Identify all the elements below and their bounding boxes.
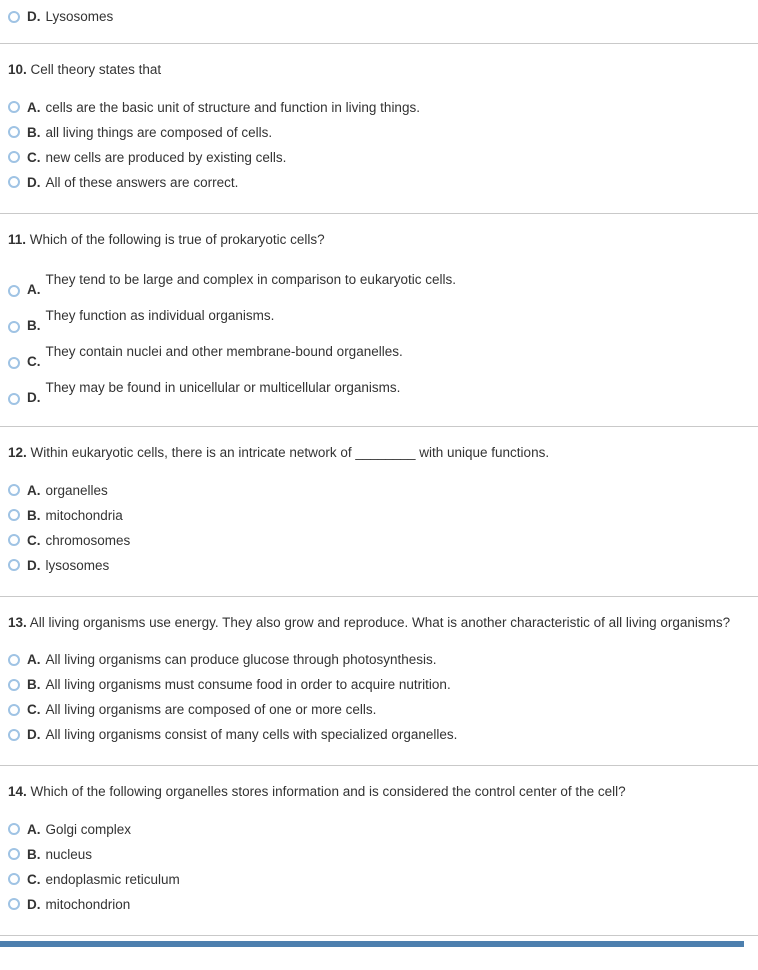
answer-option[interactable] bbox=[8, 120, 742, 145]
radio-button[interactable] bbox=[8, 823, 20, 835]
question-text: 14. Which of the following organelles stores information and is considered the control center of the cell? bbox=[8, 784, 626, 800]
answer-option[interactable] bbox=[8, 697, 742, 722]
question-10 bbox=[0, 44, 758, 213]
option-letter: C. bbox=[27, 354, 41, 370]
answer-option[interactable] bbox=[8, 264, 742, 300]
answer-option[interactable] bbox=[8, 170, 742, 195]
answer-option[interactable] bbox=[8, 553, 742, 578]
option-letter: C. bbox=[27, 149, 41, 165]
option-letter: A. bbox=[27, 99, 41, 115]
answer-option[interactable] bbox=[8, 817, 742, 842]
option-text: endoplasmic reticulum bbox=[45, 871, 180, 887]
option-text: all living things are composed of cells. bbox=[45, 124, 273, 140]
answer-option[interactable] bbox=[8, 528, 742, 553]
bottom-bar bbox=[0, 941, 744, 947]
option-letter: A. bbox=[27, 282, 41, 298]
radio-button[interactable] bbox=[8, 126, 20, 138]
radio-button[interactable] bbox=[8, 654, 20, 666]
option-text: Lysosomes bbox=[45, 9, 114, 24]
answer-option[interactable] bbox=[8, 336, 742, 372]
option-letter: A. bbox=[27, 821, 41, 837]
option-letter: B. bbox=[27, 677, 41, 693]
option-text: chromosomes bbox=[45, 532, 131, 548]
options-list bbox=[8, 647, 742, 747]
option-text: new cells are produced by existing cells. bbox=[45, 149, 287, 165]
option-letter: D. bbox=[27, 557, 41, 573]
option-letter: B. bbox=[27, 507, 41, 523]
option-letter: D. bbox=[27, 9, 41, 24]
answer-option[interactable] bbox=[8, 672, 742, 697]
option-text: All of these answers are correct. bbox=[45, 174, 239, 190]
radio-button[interactable] bbox=[8, 559, 20, 571]
radio-button[interactable] bbox=[8, 679, 20, 691]
radio-button[interactable] bbox=[8, 729, 20, 741]
radio-button[interactable] bbox=[8, 285, 20, 297]
answer-option[interactable] bbox=[8, 842, 742, 867]
option-text: All living organisms must consume food in order to acquire nutrition. bbox=[45, 677, 451, 693]
option-text: They may be found in unicellular or multicellular organisms. bbox=[45, 380, 401, 396]
answer-option[interactable] bbox=[8, 503, 742, 528]
radio-button[interactable] bbox=[8, 11, 20, 23]
option-text: lysosomes bbox=[45, 557, 110, 573]
radio-button[interactable] bbox=[8, 101, 20, 113]
option-letter: B. bbox=[27, 124, 41, 140]
radio-button[interactable] bbox=[8, 898, 20, 910]
option-letter: C. bbox=[27, 871, 41, 887]
question-text: 13. All living organisms use energy. They also grow and reproduce. What is another characteristic of all living organisms? bbox=[8, 614, 731, 630]
radio-button[interactable] bbox=[8, 704, 20, 716]
option-text: All living organisms can produce glucose through photosynthesis. bbox=[45, 652, 437, 668]
question-14 bbox=[0, 766, 758, 935]
option-text: Golgi complex bbox=[45, 821, 132, 837]
answer-option[interactable] bbox=[8, 4, 750, 29]
radio-button[interactable] bbox=[8, 509, 20, 521]
option-text: mitochondrion bbox=[45, 896, 131, 912]
question-text: 10. Cell theory states that bbox=[8, 62, 162, 77]
option-text: They contain nuclei and other membrane-bound organelles. bbox=[45, 344, 403, 360]
option-letter: D. bbox=[27, 174, 41, 190]
radio-button[interactable] bbox=[8, 484, 20, 496]
answer-option[interactable] bbox=[8, 647, 742, 672]
question-text: 12. Within eukaryotic cells, there is an intricate network of ________ with unique functions. bbox=[8, 445, 550, 461]
radio-button[interactable] bbox=[8, 873, 20, 885]
option-letter: B. bbox=[27, 318, 41, 334]
question-number: 12. bbox=[8, 445, 27, 461]
radio-button[interactable] bbox=[8, 357, 20, 369]
question-number: 13. bbox=[8, 614, 27, 630]
option-letter: C. bbox=[27, 702, 41, 718]
question-text: 11. Which of the following is true of prokaryotic cells? bbox=[8, 231, 325, 247]
answer-option[interactable] bbox=[8, 722, 742, 747]
option-text: mitochondria bbox=[45, 507, 123, 523]
radio-button[interactable] bbox=[8, 848, 20, 860]
option-text: organelles bbox=[45, 482, 108, 498]
option-letter: A. bbox=[27, 482, 41, 498]
option-text: nucleus bbox=[45, 846, 93, 862]
answer-option[interactable] bbox=[8, 300, 742, 336]
question-11 bbox=[0, 214, 758, 427]
answer-option[interactable] bbox=[8, 892, 742, 917]
options-list bbox=[8, 478, 742, 578]
question-13 bbox=[0, 597, 758, 766]
question-12 bbox=[0, 427, 758, 596]
option-letter: C. bbox=[27, 532, 41, 548]
option-letter: D. bbox=[27, 896, 41, 912]
question-9-partial bbox=[0, 0, 758, 43]
option-letter: A. bbox=[27, 652, 41, 668]
answer-option[interactable] bbox=[8, 867, 742, 892]
option-letter: D. bbox=[27, 390, 41, 406]
question-number: 14. bbox=[8, 784, 27, 800]
options-list bbox=[8, 264, 742, 408]
option-text: They tend to be large and complex in comparison to eukaryotic cells. bbox=[45, 272, 456, 288]
option-text: They function as individual organisms. bbox=[45, 308, 275, 324]
divider bbox=[0, 935, 758, 936]
answer-option[interactable] bbox=[8, 478, 742, 503]
option-text: All living organisms are composed of one or more cells. bbox=[45, 702, 377, 718]
question-number: 11. bbox=[8, 231, 27, 247]
answer-option[interactable] bbox=[8, 145, 742, 170]
answer-option[interactable] bbox=[8, 372, 742, 408]
option-text: cells are the basic unit of structure and function in living things. bbox=[45, 99, 420, 115]
radio-button[interactable] bbox=[8, 321, 20, 333]
radio-button[interactable] bbox=[8, 176, 20, 188]
option-letter: D. bbox=[27, 727, 41, 743]
question-number: 10. bbox=[8, 62, 27, 77]
option-text: All living organisms consist of many cells with specialized organelles. bbox=[45, 727, 458, 743]
radio-button[interactable] bbox=[8, 393, 20, 405]
answer-option[interactable] bbox=[8, 95, 742, 120]
options-list bbox=[8, 95, 742, 195]
radio-button[interactable] bbox=[8, 151, 20, 163]
options-list bbox=[8, 817, 742, 917]
radio-button[interactable] bbox=[8, 534, 20, 546]
option-letter: B. bbox=[27, 846, 41, 862]
